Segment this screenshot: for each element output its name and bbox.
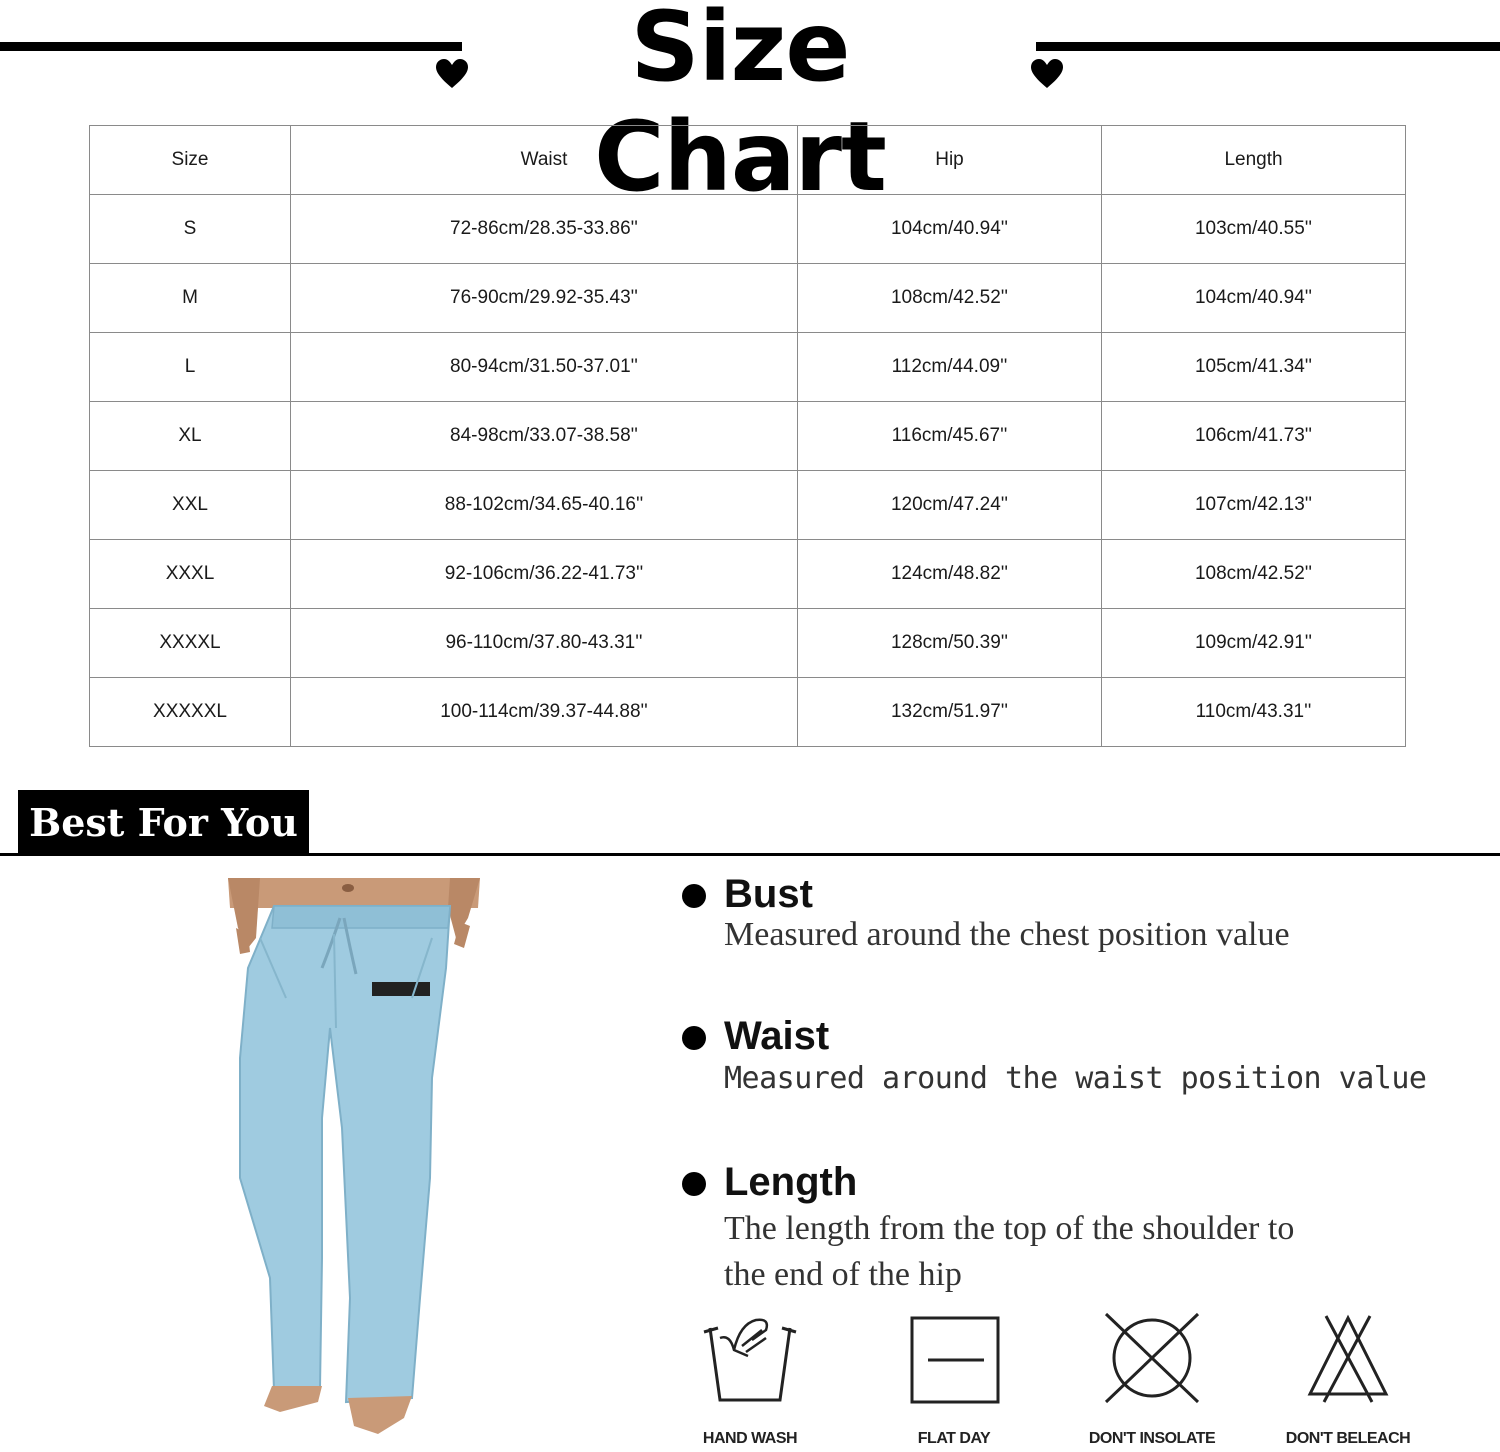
hip-cell: 132cm/51.97'' <box>798 678 1102 747</box>
definition-desc-line: the end of the hip <box>724 1256 962 1293</box>
column-header-hip: Hip <box>798 126 1102 195</box>
definition-desc-line: The length from the top of the shoulder to <box>724 1210 1295 1247</box>
waist-cell: 88-102cm/34.65-40.16'' <box>291 471 798 540</box>
length-cell: 109cm/42.91'' <box>1102 609 1406 678</box>
hip-cell: 120cm/47.24'' <box>798 471 1102 540</box>
size-cell: XL <box>90 402 291 471</box>
hip-cell: 104cm/40.94'' <box>798 195 1102 264</box>
care-label: FLAT DAY <box>917 1430 991 1447</box>
waist-cell: 80-94cm/31.50-37.01'' <box>291 333 798 402</box>
waist-cell: 96-110cm/37.80-43.31'' <box>291 609 798 678</box>
table-row <box>90 402 1406 471</box>
dont-bleach-icon <box>1288 1310 1408 1406</box>
hand-wash-icon <box>690 1310 810 1406</box>
size-cell: XXXXXL <box>90 678 291 747</box>
care-flat-dry <box>884 1310 1024 1448</box>
length-cell: 104cm/40.94'' <box>1102 264 1406 333</box>
best-for-you-banner: Best For You <box>18 790 309 856</box>
bullet-icon <box>682 884 706 908</box>
heart-icon <box>1029 56 1065 92</box>
waist-cell: 100-114cm/39.37-44.88'' <box>291 678 798 747</box>
table-header-row <box>90 126 1406 195</box>
table-row <box>90 333 1406 402</box>
hip-cell: 108cm/42.52'' <box>798 264 1102 333</box>
size-cell: XXL <box>90 471 291 540</box>
length-cell: 106cm/41.73'' <box>1102 402 1406 471</box>
waist-cell: 92-106cm/36.22-41.73'' <box>291 540 798 609</box>
header-rule-right <box>1036 42 1500 51</box>
care-label: HAND WASH <box>702 1430 798 1447</box>
pants-product-image <box>60 878 620 1452</box>
definition-term: Waist <box>724 1014 830 1058</box>
length-cell: 110cm/43.31'' <box>1102 678 1406 747</box>
definition-desc: Measured around the waist position value <box>724 1061 1427 1096</box>
page-title: Size Chart <box>594 0 886 213</box>
hip-cell: 112cm/44.09'' <box>798 333 1102 402</box>
care-dont-bleach <box>1278 1310 1418 1448</box>
care-label: DON'T INSOLATE <box>1088 1430 1216 1447</box>
hip-cell: 116cm/45.67'' <box>798 402 1102 471</box>
waist-cell: 72-86cm/28.35-33.86'' <box>291 195 798 264</box>
size-cell: M <box>90 264 291 333</box>
hip-cell: 124cm/48.82'' <box>798 540 1102 609</box>
table-row <box>90 540 1406 609</box>
waist-cell: 76-90cm/29.92-35.43'' <box>291 264 798 333</box>
definition-desc: Measured around the chest position value <box>724 916 1290 953</box>
banner-rule <box>0 853 1500 856</box>
size-cell: XXXXL <box>90 609 291 678</box>
column-header-waist: Waist <box>291 126 798 195</box>
heart-icon <box>434 56 470 92</box>
size-cell: XXXL <box>90 540 291 609</box>
length-cell: 105cm/41.34'' <box>1102 333 1406 402</box>
length-cell: 108cm/42.52'' <box>1102 540 1406 609</box>
length-cell: 107cm/42.13'' <box>1102 471 1406 540</box>
size-table <box>89 125 1406 747</box>
bullet-icon <box>682 1026 706 1050</box>
dont-insolate-icon <box>1092 1310 1212 1406</box>
table-row <box>90 195 1406 264</box>
definition-desc <box>724 1206 1294 1298</box>
column-header-size: Size <box>90 126 291 195</box>
table-row <box>90 678 1406 747</box>
care-dont-insolate <box>1082 1310 1222 1448</box>
care-hand-wash <box>680 1310 820 1448</box>
care-label: DON'T BELEACH <box>1285 1430 1411 1447</box>
flat-dry-icon <box>894 1310 1014 1406</box>
definition-term: Length <box>724 1160 858 1204</box>
table-row <box>90 609 1406 678</box>
header-rule-left <box>0 42 462 51</box>
hip-cell: 128cm/50.39'' <box>798 609 1102 678</box>
length-cell: 103cm/40.55'' <box>1102 195 1406 264</box>
bullet-icon <box>682 1172 706 1196</box>
table-row <box>90 471 1406 540</box>
size-cell: S <box>90 195 291 264</box>
column-header-length: Length <box>1102 126 1406 195</box>
waist-cell: 84-98cm/33.07-38.58'' <box>291 402 798 471</box>
size-cell: L <box>90 333 291 402</box>
table-row <box>90 264 1406 333</box>
definition-term: Bust <box>724 872 813 916</box>
